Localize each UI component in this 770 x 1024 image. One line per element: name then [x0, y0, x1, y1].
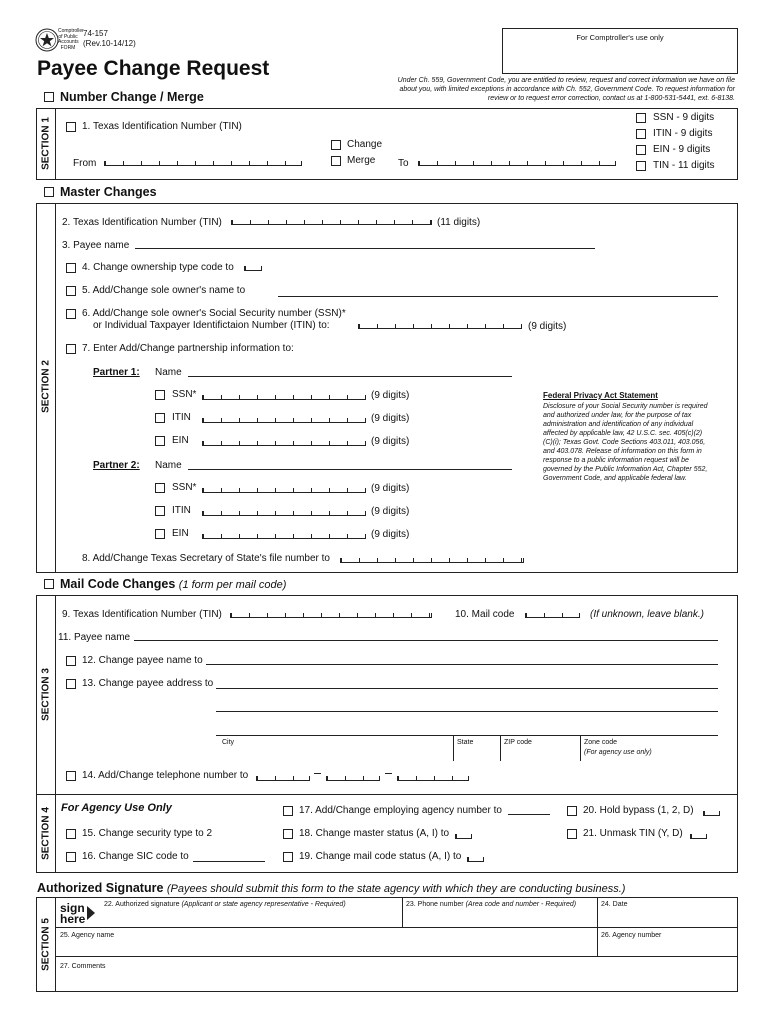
item20-label: 20. Hold bypass (1, 2, D): [583, 805, 694, 816]
item16-label: 16. Change SIC code to: [82, 851, 189, 862]
item10-label: 10. Mail code: [455, 609, 515, 620]
partner1-ein-label: EIN: [172, 435, 189, 446]
agency-number-field-input[interactable]: [599, 939, 737, 955]
hold-bypass-input[interactable]: [703, 811, 720, 816]
zip-label: ZIP code: [504, 739, 532, 746]
partner1-ein-input[interactable]: [202, 441, 366, 446]
section4-tab-label: SECTION 4: [40, 807, 52, 860]
partner1-ssn-checkbox[interactable]: [155, 390, 165, 400]
item6-checkbox[interactable]: [66, 309, 76, 319]
privacy-act-title: Federal Privacy Act Statement: [543, 391, 658, 400]
date-field-label: 24. Date: [601, 901, 628, 908]
tin-type-checkbox[interactable]: [636, 161, 646, 171]
privacy-notice: Under Ch. 559, Government Code, you are entitled to review, request and correct information we have on file about you, with limited exceptions in accordance with Ch. 552, Government Code. To request information for review or to request error correction, contact us at 1-800-531-5441, ext. 6-8138.: [397, 77, 735, 102]
itin-type-checkbox[interactable]: [636, 129, 646, 139]
item5-label: 5. Add/Change sole owner's name to: [82, 285, 246, 296]
change-checkbox[interactable]: [331, 140, 341, 150]
page-title: Payee Change Request: [37, 57, 270, 80]
partner2-label: Partner 2:: [93, 460, 140, 471]
item16-checkbox[interactable]: [66, 852, 76, 862]
partner2-ssn-label: SSN*: [172, 482, 197, 493]
section1-frame: [36, 108, 738, 180]
item2-label: 2. Texas Identification Number (TIN): [62, 217, 222, 228]
item20-checkbox[interactable]: [567, 806, 577, 816]
comptroller-use-label: For Comptroller's use only: [576, 33, 664, 42]
ssn-type-checkbox[interactable]: [636, 113, 646, 123]
section2-heading: Master Changes: [60, 185, 157, 199]
item21-label: 21. Unmask TIN (Y, D): [583, 828, 683, 839]
partner2-ein-label: EIN: [172, 528, 189, 539]
ein-type-label: EIN - 9 digits: [653, 144, 711, 155]
phone-line-input[interactable]: [397, 776, 469, 781]
item19-label: 19. Change mail code status (A, I) to: [299, 851, 462, 862]
partner1-itin-input[interactable]: [202, 418, 366, 423]
phone-divider: [402, 897, 403, 927]
item4-label: 4. Change ownership type code to: [82, 262, 234, 273]
item7-label: 7. Enter Add/Change partnership information to:: [82, 343, 294, 354]
ein-type-checkbox[interactable]: [636, 145, 646, 155]
item19-checkbox[interactable]: [283, 852, 293, 862]
comptroller-use-box: [502, 28, 738, 74]
address-line1-input[interactable]: [216, 688, 718, 689]
form-revision: (Rev.10-14/12): [83, 39, 136, 48]
sos-file-number-input[interactable]: [340, 558, 524, 563]
item18-label: 18. Change master status (A, I) to: [299, 828, 450, 839]
phone-dash-2: [385, 773, 392, 774]
item11-payee-name-input[interactable]: [134, 640, 718, 641]
comments-field-label: 27. Comments: [60, 963, 106, 970]
master-status-input[interactable]: [455, 834, 472, 839]
agency-line: Accounts: [58, 39, 79, 45]
item12-label: 12. Change payee name to: [82, 655, 203, 666]
section5-heading: [37, 881, 625, 895]
item15-checkbox[interactable]: [66, 829, 76, 839]
state-label: State: [457, 739, 474, 746]
unmask-tin-input[interactable]: [690, 834, 707, 839]
agency-row-divider: [56, 956, 738, 957]
item7-checkbox[interactable]: [66, 344, 76, 354]
partner2-ssn-checkbox[interactable]: [155, 483, 165, 493]
section3-frame: [36, 595, 738, 795]
partner1-ssn-input[interactable]: [202, 395, 366, 400]
ssn-type-label: SSN - 9 digits: [653, 112, 715, 123]
item9-label: 9. Texas Identification Number (TIN): [62, 609, 222, 620]
to-tin-input[interactable]: [418, 161, 616, 166]
agency-number-input[interactable]: [508, 814, 550, 815]
item8-label: 8. Add/Change Texas Secretary of State's file number to: [82, 553, 330, 564]
change-label: Change: [347, 139, 383, 150]
phone-area-code-input[interactable]: [256, 776, 310, 781]
date-divider: [597, 897, 598, 956]
sign-here-label: sign: [60, 901, 85, 915]
item14-label: 14. Add/Change telephone number to: [82, 770, 249, 781]
partner1-ein-note: (9 digits): [371, 436, 410, 447]
partner1-ein-checkbox[interactable]: [155, 436, 165, 446]
state-divider: [453, 735, 454, 761]
item10-note: (If unknown, leave blank.): [590, 609, 704, 620]
item6-label-2: or Individual Taxpayer Identifictaion Number (ITIN) to:: [93, 320, 330, 331]
partner2-ssn-note: (9 digits): [371, 483, 410, 494]
sign-arrow-icon: [87, 906, 95, 920]
item3-label: 3. Payee name: [62, 240, 130, 251]
merge-label: Merge: [347, 155, 376, 166]
item1-label: 1. Texas Identification Number (TIN): [82, 121, 242, 132]
sole-owner-ssn-input[interactable]: [358, 324, 522, 329]
city-label: City: [222, 739, 235, 746]
tin-change-checkbox[interactable]: [66, 122, 76, 132]
item11-label: 11. Payee name: [58, 632, 131, 643]
agency-line: Comptroller: [58, 28, 84, 34]
partner2-name-input[interactable]: [188, 469, 512, 470]
partner1-label: Partner 1:: [93, 367, 140, 378]
section3-heading-note: (1 form per mail code): [178, 579, 287, 591]
section3-checkbox[interactable]: [44, 579, 54, 589]
section3-heading-text: Mail Code Changes: [60, 577, 176, 591]
from-label: From: [73, 158, 97, 169]
comments-input[interactable]: [58, 970, 736, 990]
partner2-ein-note: (9 digits): [371, 529, 410, 540]
section3-tab-label: SECTION 3: [40, 668, 52, 721]
section5-heading-note: (Payees should submit this form to the state agency with which they are conducting business.): [166, 883, 626, 895]
privacy-act-text: Disclosure of your Social Security number is required and authorized under law, for the purpose of tax administration and identification of any individual affected by applicable law, 42 U.S.C. sec. 405(c)(2)(C)(i); Texas Govt. Code Sections 403.011, 403.056, and 403.078. Release of information on this form in response to a public information request will be governed by the Public Information Act, Chapter 552, Government Code, and applicable federal law.: [543, 403, 708, 482]
partner1-name-input[interactable]: [188, 376, 512, 377]
section5-heading-text: Authorized Signature: [37, 881, 164, 895]
section2-tab-label: SECTION 2: [40, 360, 52, 413]
phone-dash-1: [314, 773, 321, 774]
mail-code-input[interactable]: [525, 613, 580, 618]
signature-input[interactable]: [100, 908, 400, 926]
partner2-ein-input[interactable]: [202, 534, 366, 539]
zip-divider: [500, 735, 501, 761]
item4-checkbox[interactable]: [66, 263, 76, 273]
payee-name-input[interactable]: [135, 248, 595, 249]
section2-checkbox[interactable]: [44, 187, 54, 197]
tin-type-label: TIN - 11 digits: [653, 160, 715, 171]
item9-tin-input[interactable]: [230, 613, 432, 618]
agency-name-field-label: 25. Agency name: [60, 932, 115, 939]
field22-note: (Applicant or state agency representative - Required): [181, 901, 346, 908]
agency-line: FORM: [60, 44, 76, 51]
item12-checkbox[interactable]: [66, 656, 76, 666]
agency-line: of Public: [58, 33, 78, 40]
item21-checkbox[interactable]: [567, 829, 577, 839]
field22-label: 22. Authorized signature: [104, 901, 180, 908]
partner2-itin-label: ITIN: [172, 505, 191, 516]
field23-label: 23. Phone number: [406, 901, 464, 908]
agency-name-input[interactable]: [58, 939, 596, 955]
item2-note: (11 digits): [437, 217, 481, 228]
address-line2-input[interactable]: [216, 711, 718, 712]
partner2-ein-checkbox[interactable]: [155, 529, 165, 539]
item2-tin-input[interactable]: [231, 220, 432, 225]
signature-row-divider: [56, 927, 738, 928]
item13-label: 13. Change payee address to: [82, 678, 214, 689]
date-input[interactable]: [599, 908, 737, 926]
partner2-itin-checkbox[interactable]: [155, 506, 165, 516]
section3-heading: [60, 577, 286, 591]
sole-owner-name-input[interactable]: [278, 296, 718, 297]
section5-tab-label: SECTION 5: [40, 918, 52, 971]
item18-checkbox[interactable]: [283, 829, 293, 839]
section1-tab-label: SECTION 1: [40, 117, 52, 170]
partner1-ssn-note: (9 digits): [371, 390, 410, 401]
item6-label: 6. Add/Change sole owner's Social Security number (SSN)*: [82, 308, 346, 319]
zone-label: Zone code: [584, 739, 618, 746]
partner1-name-label: Name: [155, 367, 182, 378]
item13-checkbox[interactable]: [66, 679, 76, 689]
zone-note: (For agency use only): [584, 749, 652, 756]
to-label: To: [398, 158, 409, 169]
form-number: 74-157: [83, 29, 108, 38]
partner1-itin-label: ITIN: [172, 412, 191, 423]
ownership-code-input[interactable]: [244, 266, 262, 271]
section1-heading: Number Change / Merge: [60, 90, 204, 104]
comptroller-seal-icon: [35, 28, 59, 52]
from-tin-input[interactable]: [104, 161, 302, 166]
partner2-itin-note: (9 digits): [371, 506, 410, 517]
sic-code-input[interactable]: [193, 861, 265, 862]
item5-checkbox[interactable]: [66, 286, 76, 296]
sign-here-label-2: here: [60, 912, 86, 926]
partner1-itin-checkbox[interactable]: [155, 413, 165, 423]
agency-name: [58, 28, 84, 51]
item14-checkbox[interactable]: [66, 771, 76, 781]
mail-code-status-input[interactable]: [467, 857, 484, 862]
partner2-ssn-input[interactable]: [202, 488, 366, 493]
item6-note: (9 digits): [528, 321, 567, 332]
new-payee-name-input[interactable]: [206, 664, 718, 665]
partner1-itin-note: (9 digits): [371, 413, 410, 424]
agency-number-field-label: 26. Agency number: [601, 932, 662, 939]
section1-checkbox[interactable]: [44, 92, 54, 102]
partner2-name-label: Name: [155, 460, 182, 471]
partner1-ssn-label: SSN*: [172, 389, 197, 400]
phone-prefix-input[interactable]: [326, 776, 380, 781]
phone-input[interactable]: [404, 908, 596, 926]
field23-note: (Area code and number - Required): [465, 901, 577, 908]
agency-use-heading: For Agency Use Only: [61, 802, 172, 814]
itin-type-label: ITIN - 9 digits: [653, 128, 713, 139]
zone-divider: [580, 735, 581, 761]
item17-checkbox[interactable]: [283, 806, 293, 816]
partner2-itin-input[interactable]: [202, 511, 366, 516]
merge-checkbox[interactable]: [331, 156, 341, 166]
item15-label: 15. Change security type to 2: [82, 828, 213, 839]
item17-label: 17. Add/Change employing agency number to: [299, 805, 502, 816]
